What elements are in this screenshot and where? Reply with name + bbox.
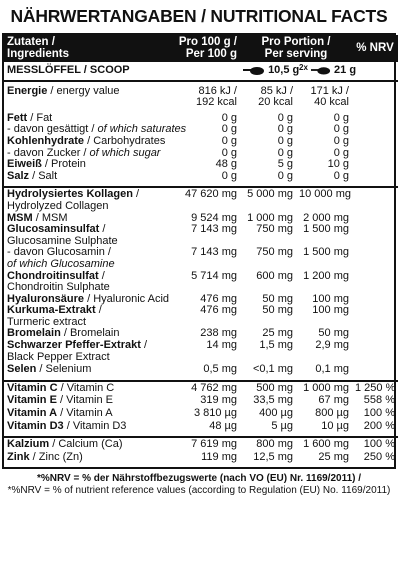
table-row: Eiweiß / Protein 48 g 5 g 10 g	[7, 158, 349, 171]
header-per-serving: Pro Portion / Per serving	[261, 36, 331, 60]
table-row: MSM / MSM 9 524 mg 1 000 mg 2 000 mg	[7, 211, 349, 224]
page-title: NÄHRWERTANGABEN / NUTRITIONAL FACTS	[10, 6, 388, 26]
table-row: Chondroitinsulfat / Chondroitin Sulphate 5 714 mg 600 mg 1 200 mg	[7, 269, 349, 294]
table-row: Kurkuma-Extrakt / Turmeric extract 476 mg 50 mg 100 mg	[7, 304, 349, 328]
nutrition-table-frame	[2, 33, 396, 469]
table-row: Hydrolysiertes Kollagen / Hydrolyzed Collagen 47 620 mg 5 000 mg 10 000 mg	[4, 187, 398, 212]
header-nrv: % NRV	[356, 41, 394, 54]
scoop-row	[4, 62, 398, 81]
table-row: Kohlenhydrate / Carbohydrates 0 g 0 g 0 g	[7, 134, 349, 147]
header-ingredients: Zutaten / Ingredients	[7, 36, 69, 60]
table-row: - davon Zucker / of which sugar 0 g 0 g 0 g	[7, 146, 349, 159]
table-row: Selen / Selenium 0,5 mg <0,1 mg 0,1 mg	[7, 363, 349, 376]
table-row: Hyaluronsäure / Hyaluronic Acid 476 mg 50 mg 100 mg	[7, 292, 349, 305]
table-row: Schwarzer Pfeffer-Extrakt / Black Pepper Extract 14 mg 1,5 mg 2,9 mg	[7, 339, 349, 363]
footnote-line-de: *%NRV = % der Nährstoffbezugswerte (nach VO (EU) Nr. 1169/2011) /	[36, 473, 362, 485]
table-row: - davon Glucosamin / of which Glucosamine 7 143 mg 750 mg 1 500 mg	[7, 246, 349, 270]
scoop-icon	[311, 65, 331, 75]
nutrition-table	[4, 35, 398, 467]
table-row: Salz / Salt 0 g 0 g 0 g	[7, 169, 349, 182]
table-row: Zink / Zinc (Zn) 119 mg 12,5 mg 25 mg 250 %	[7, 450, 395, 463]
scoop-icon	[243, 65, 265, 75]
table-row: Vitamin C / Vitamin C 4 762 mg 500 mg 1 000 mg 1 250 %	[4, 381, 398, 395]
table-row: - davon gesättigt / of which saturates 0 g 0 g 0 g	[7, 123, 349, 136]
two-x-label: 2x	[299, 63, 308, 72]
table-row: Vitamin E / Vitamin E 319 mg 33,5 mg 67 mg 558 %	[7, 394, 395, 407]
table-row: Vitamin A / Vitamin A 3 810 µg 400 µg 800 µg 100 %	[7, 407, 395, 420]
nutrition-panel	[2, 0, 396, 497]
nrv-footnote	[2, 469, 396, 497]
table-row: Energie / energy value 816 kJ / 192 kcal 85 kJ / 20 kcal 171 kJ / 40 kcal	[7, 84, 349, 109]
footnote-line-en: *%NRV = % of nutrient reference values (according to Regulation (EU) No. 1169/2011)	[7, 485, 391, 497]
table-header	[4, 35, 398, 62]
table-row: Bromelain / Bromelain 238 mg 25 mg 50 mg	[7, 327, 349, 340]
header-per-100g: Pro 100 g / Per 100 g	[178, 36, 237, 60]
table-row: Kalzium / Calcium (Ca) 7 619 mg 800 mg 1 600 mg 100 %	[4, 437, 398, 451]
table-row: Vitamin D3 / Vitamin D3 48 µg 5 µg 10 µg 200 %	[7, 419, 395, 432]
one-scoop: 10,5 g	[240, 62, 296, 81]
two-scoops: $^{2x}$ 21 g	[296, 62, 352, 81]
table-row: Glucosaminsulfat / Glucosamine Sulphate 7 143 mg 750 mg 1 500 mg	[7, 223, 349, 247]
scoop-label: MESSLÖFFEL / SCOOP	[4, 62, 240, 81]
table-row: Fett / Fat 0 g 0 g 0 g	[7, 111, 349, 124]
